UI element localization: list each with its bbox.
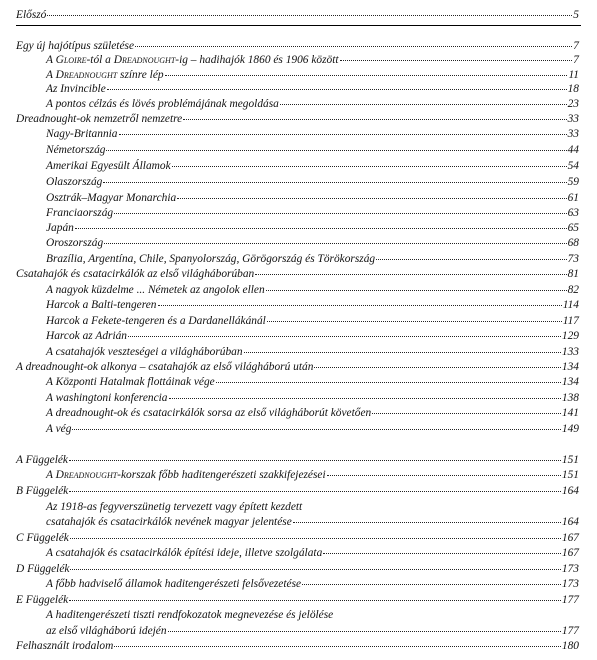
dot-leader bbox=[114, 213, 567, 214]
toc-entry bbox=[0, 8, 597, 22]
dot-leader bbox=[372, 413, 561, 414]
toc-page-number: 11 bbox=[568, 69, 579, 81]
toc-title: A pontos célzás és lövés problémájának megoldása bbox=[46, 98, 279, 110]
toc-page-number: 141 bbox=[561, 407, 579, 419]
toc-title: Japán bbox=[46, 222, 74, 234]
dot-leader bbox=[327, 475, 561, 476]
toc-section-line bbox=[46, 54, 579, 67]
dot-leader bbox=[47, 15, 572, 16]
dot-leader bbox=[216, 382, 561, 383]
toc-page-number: 164 bbox=[561, 516, 579, 528]
toc-page-number: 173 bbox=[561, 563, 579, 575]
dot-leader bbox=[107, 89, 567, 90]
dot-leader bbox=[158, 305, 562, 306]
toc-title: csatahajók és csatacirkálók nevének magyar jelentése bbox=[46, 516, 292, 528]
toc-entry bbox=[0, 221, 597, 235]
toc-page-number: 81 bbox=[567, 268, 579, 280]
toc-title: Dreadnought-ok nemzetről nemzetre bbox=[16, 113, 183, 125]
toc-title: Harcok a Fekete-tengeren és a Dardanellákánál bbox=[46, 315, 266, 327]
toc-title: Nagy-Britannia bbox=[46, 128, 118, 140]
toc-entry bbox=[0, 159, 597, 173]
dot-leader bbox=[177, 198, 566, 199]
toc-title: Egy új hajótípus születése bbox=[16, 40, 135, 52]
toc-section-line bbox=[46, 330, 579, 343]
toc-entry bbox=[0, 577, 597, 591]
toc-title: Olaszország bbox=[46, 176, 103, 188]
toc-page-number: 149 bbox=[561, 423, 579, 435]
toc-title: Csatahajók és csatacirkálók az első világháborúban bbox=[16, 268, 255, 280]
dot-leader bbox=[183, 119, 566, 120]
toc-chapter-line bbox=[16, 113, 579, 126]
toc-title: Brazília, Argentína, Chile, Spanyolország, Görögország és Törökország bbox=[46, 253, 376, 265]
toc-entry bbox=[0, 283, 597, 297]
toc-section-line bbox=[46, 423, 579, 436]
toc-entry bbox=[0, 82, 597, 96]
toc-chapter-line bbox=[16, 454, 579, 467]
toc-page-number: 82 bbox=[567, 284, 579, 296]
toc-entry bbox=[0, 375, 597, 389]
toc-page-number: 151 bbox=[561, 469, 579, 481]
toc-title: az első világháború idején bbox=[46, 625, 167, 637]
toc-entry bbox=[0, 406, 597, 420]
toc-section-line bbox=[46, 376, 579, 389]
toc-entry bbox=[0, 298, 597, 312]
toc-page-number: 180 bbox=[561, 640, 579, 652]
toc-section-line bbox=[46, 237, 579, 250]
toc-title: Harcok az Adrián bbox=[46, 330, 127, 342]
toc-title: A csatahajók és csatacirkálók építési ideje, illetve szolgálata bbox=[46, 547, 323, 559]
toc-entry bbox=[0, 206, 597, 220]
toc-title: Harcok a Balti-tengeren bbox=[46, 299, 157, 311]
dot-leader bbox=[75, 228, 567, 229]
toc-entry bbox=[0, 252, 597, 266]
dot-leader bbox=[266, 290, 567, 291]
toc-title: Előszó bbox=[16, 9, 47, 21]
toc-entry bbox=[0, 500, 597, 514]
toc-title: Az Invincible bbox=[46, 83, 106, 95]
toc-page-number: 177 bbox=[561, 625, 579, 637]
toc-entry bbox=[0, 143, 597, 157]
toc-section-line bbox=[46, 578, 579, 591]
toc-chapter-line bbox=[16, 640, 579, 653]
toc-title: A haditengerészeti tiszti rendfokozatok megnevezése és jelölése bbox=[46, 609, 334, 621]
toc-title: B Függelék bbox=[16, 485, 69, 497]
toc-title: A dreadnought-ok és csatacirkálók sorsa az első világháborút követően bbox=[46, 407, 372, 419]
toc-section-line bbox=[46, 547, 579, 560]
toc-title: A Központi Hatalmak flottáinak vége bbox=[46, 376, 215, 388]
toc-section-line bbox=[46, 207, 579, 220]
toc-page-number: 167 bbox=[561, 532, 579, 544]
toc-page-number: 18 bbox=[567, 83, 579, 95]
toc-page-number: 133 bbox=[561, 346, 579, 358]
toc-title: A Dreadnought színre lép bbox=[46, 69, 164, 81]
toc-page-number: 129 bbox=[561, 330, 579, 342]
toc-page-number: 134 bbox=[561, 376, 579, 388]
toc-entry bbox=[0, 97, 597, 111]
toc-page-number: 44 bbox=[567, 144, 579, 156]
toc-title: A nagyok küzdelme ... Németek az angolok ellen bbox=[46, 284, 265, 296]
toc-title: Oroszország bbox=[46, 237, 104, 249]
toc-title: E Függelék bbox=[16, 594, 69, 606]
dot-leader bbox=[255, 274, 566, 275]
toc-title: Amerikai Egyesült Államok bbox=[46, 160, 171, 172]
toc-page-number: 134 bbox=[561, 361, 579, 373]
toc-entry bbox=[0, 112, 597, 126]
toc-entry bbox=[0, 531, 597, 545]
dot-leader bbox=[302, 584, 561, 585]
dot-leader bbox=[267, 321, 562, 322]
dot-leader bbox=[103, 182, 566, 183]
toc-entry bbox=[0, 593, 597, 607]
dot-leader bbox=[72, 429, 560, 430]
toc-entry bbox=[0, 546, 597, 560]
toc-section-line bbox=[46, 160, 579, 173]
toc-page-number: 59 bbox=[567, 176, 579, 188]
dot-leader bbox=[169, 398, 561, 399]
toc-entry bbox=[0, 236, 597, 250]
toc-title: A csatahajók veszteségei a világháborúban bbox=[46, 346, 243, 358]
toc-section-line bbox=[46, 128, 579, 141]
dot-leader bbox=[106, 150, 566, 151]
toc-page-number: 138 bbox=[561, 392, 579, 404]
dot-leader bbox=[135, 46, 572, 47]
toc-chapter-line bbox=[16, 485, 579, 498]
toc-entry bbox=[0, 608, 597, 622]
toc-entry bbox=[0, 562, 597, 576]
toc-entry bbox=[0, 267, 597, 281]
toc-page-number: 164 bbox=[561, 485, 579, 497]
toc-entry bbox=[0, 515, 597, 529]
toc-section-line bbox=[46, 299, 579, 312]
dot-leader bbox=[119, 134, 567, 135]
toc-page-number: 117 bbox=[562, 315, 579, 327]
toc-page-number: 54 bbox=[567, 160, 579, 172]
toc-title: Franciaország bbox=[46, 207, 114, 219]
dot-leader bbox=[70, 538, 561, 539]
dot-leader bbox=[340, 60, 573, 61]
dot-leader bbox=[314, 367, 561, 368]
toc-entry bbox=[0, 39, 597, 53]
toc-page-number: 73 bbox=[567, 253, 579, 265]
toc-entry bbox=[0, 345, 597, 359]
toc-page-number: 5 bbox=[573, 9, 579, 21]
toc-chapter-line bbox=[16, 268, 579, 281]
toc-title: Az 1918-as fegyverszünetig tervezett vagy épített kezdett bbox=[46, 501, 303, 513]
toc-section-line bbox=[46, 609, 579, 622]
dot-leader bbox=[104, 243, 566, 244]
dot-leader bbox=[114, 646, 561, 647]
toc-section-line bbox=[46, 222, 579, 235]
toc-title: Németország bbox=[46, 144, 106, 156]
toc-page-number: 65 bbox=[567, 222, 579, 234]
top-rule bbox=[16, 25, 581, 26]
toc-title: Felhasznált irodalom bbox=[16, 640, 114, 652]
toc-entry bbox=[0, 453, 597, 467]
toc-section-line bbox=[46, 176, 579, 189]
toc-entry bbox=[0, 624, 597, 638]
toc-section-line bbox=[46, 392, 579, 405]
toc-entry bbox=[0, 127, 597, 141]
toc-section-line bbox=[46, 469, 579, 482]
toc-chapter-line bbox=[16, 361, 579, 374]
toc-page-number: 173 bbox=[561, 578, 579, 590]
dot-leader bbox=[244, 352, 561, 353]
toc-title: C Függelék bbox=[16, 532, 69, 544]
dot-leader bbox=[69, 491, 561, 492]
toc-entry bbox=[0, 422, 597, 436]
toc-chapter-line bbox=[16, 594, 579, 607]
toc-page-number: 23 bbox=[567, 98, 579, 110]
toc-entry bbox=[0, 53, 597, 67]
toc-entry bbox=[0, 175, 597, 189]
toc-entry bbox=[0, 639, 597, 653]
toc-page-number: 68 bbox=[567, 237, 579, 249]
toc-section-line bbox=[46, 144, 579, 157]
toc-page-number: 177 bbox=[561, 594, 579, 606]
toc-page-number: 167 bbox=[561, 547, 579, 559]
dot-leader bbox=[69, 460, 561, 461]
toc-section-line bbox=[46, 346, 579, 359]
dot-leader bbox=[168, 631, 561, 632]
dot-leader bbox=[293, 522, 561, 523]
toc-section-line bbox=[46, 284, 579, 297]
toc-chapter-line bbox=[16, 40, 579, 53]
dot-leader bbox=[280, 104, 567, 105]
toc-section-line bbox=[46, 625, 579, 638]
toc-page-number: 114 bbox=[562, 299, 579, 311]
dot-leader bbox=[376, 259, 567, 260]
toc-entry bbox=[0, 329, 597, 343]
dot-leader bbox=[323, 553, 561, 554]
toc-section-line bbox=[46, 516, 579, 529]
toc-page-number: 61 bbox=[567, 192, 579, 204]
toc-page-number: 7 bbox=[573, 54, 579, 66]
toc-chapter-line bbox=[16, 563, 579, 576]
toc-page-number: 151 bbox=[561, 454, 579, 466]
toc-entry bbox=[0, 391, 597, 405]
toc-page-number: 33 bbox=[567, 113, 579, 125]
toc-title: A washingtoni konferencia bbox=[46, 392, 168, 404]
toc-chapter-line bbox=[16, 9, 579, 22]
toc-section-line bbox=[46, 98, 579, 111]
toc-chapter-line bbox=[16, 532, 579, 545]
toc-section-line bbox=[46, 69, 579, 82]
toc-section-line bbox=[46, 407, 579, 420]
toc-title: A Gloire-tól a Dreadnought-ig – hadihajók 1860 és 1906 között bbox=[46, 54, 339, 66]
toc-section-line bbox=[46, 192, 579, 205]
toc-title: D Függelék bbox=[16, 563, 70, 575]
dot-leader bbox=[165, 75, 568, 76]
toc-title: A dreadnought-ok alkonya – csatahajók az első világháború után bbox=[16, 361, 314, 373]
toc-entry bbox=[0, 360, 597, 374]
toc-title: A Függelék bbox=[16, 454, 68, 466]
toc-title: A vég bbox=[46, 423, 72, 435]
toc-section-line bbox=[46, 315, 579, 328]
toc-page-number: 7 bbox=[573, 40, 579, 52]
toc-entry bbox=[0, 314, 597, 328]
toc-section-line bbox=[46, 83, 579, 96]
toc-entry bbox=[0, 191, 597, 205]
dot-leader bbox=[70, 569, 560, 570]
toc-section-line bbox=[46, 253, 579, 266]
toc-title: A Dreadnought-korszak főbb haditengerészeti szakkifejezései bbox=[46, 469, 326, 481]
toc-title: A főbb hadviselő államok haditengerészeti felsővezetése bbox=[46, 578, 302, 590]
toc-entry bbox=[0, 68, 597, 82]
toc-page-number: 33 bbox=[567, 128, 579, 140]
toc-title: Osztrák–Magyar Monarchia bbox=[46, 192, 177, 204]
dot-leader bbox=[128, 336, 561, 337]
dot-leader bbox=[172, 166, 567, 167]
toc-entry bbox=[0, 468, 597, 482]
toc-section-line bbox=[46, 501, 579, 514]
dot-leader bbox=[69, 600, 561, 601]
toc-page-number: 63 bbox=[567, 207, 579, 219]
toc-entry bbox=[0, 484, 597, 498]
